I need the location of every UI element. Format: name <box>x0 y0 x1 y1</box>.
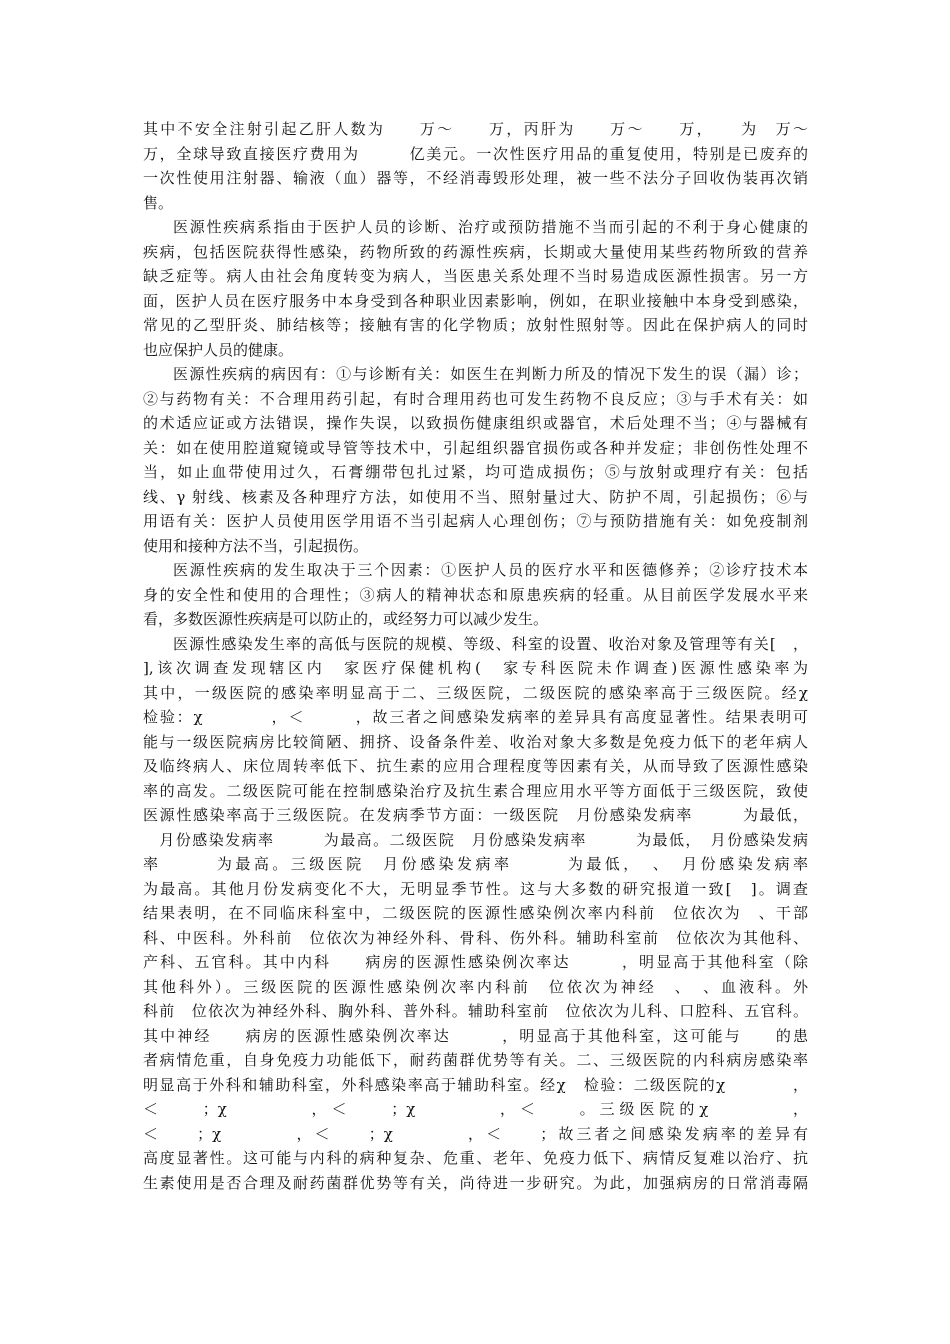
text-line: 其中神经 病房的医源性感染例次率达 ，明显高于其他科室，这可能与 的患 <box>143 1026 808 1045</box>
text-line: 线、γ 射线、核素及各种理疗方法，如使用不当、照射量过大、防护不周，引起损伤；⑥与 <box>143 487 808 506</box>
text-line: 也应保护人员的健康。 <box>143 340 294 359</box>
text-line: 月份感染发病率 为最高。二级医院 月份感染发病率 为最低， 月份感染发病 <box>143 830 808 849</box>
text-line: 其他科外）。三级医院的医源性感染例次率内科前 位依次为神经 、 、血液科。外 <box>143 977 808 996</box>
text-line: 产科、五官科。其中内科 病房的医源性感染例次率达 ，明显高于其他科室（除 <box>143 953 808 971</box>
paragraph <box>143 632 808 1196</box>
text-line: 科、中医科。外科前 位依次为神经外科、骨科、伤外科。辅助科室前 位依次为其他科、 <box>143 928 808 947</box>
paragraph <box>143 117 808 215</box>
text-line: 关：如在使用腔道窥镜或导管等技术中，引起组织器官损伤或各种并发症；非创伤性处理不 <box>143 438 808 457</box>
text-line: 率的高发。二级医院可能在控制感染治疗及抗生素合理应用水平等方面低于三级医院，致使 <box>143 781 808 800</box>
text-line: 者病情危重，自身免疫力功能低下，耐药菌群优势等有关。二、三级医院的内科病房感染率 <box>143 1051 808 1069</box>
paragraph <box>143 215 808 362</box>
document-body <box>143 117 808 1195</box>
paragraph <box>143 362 808 558</box>
text-line: 其中，一级医院的感染率明显高于二、三级医院，二级医院的感染率高于三级医院。经χ <box>143 683 808 702</box>
text-line: 面，医护人员在医疗服务中本身受到各种职业因素影响，例如，在职业接触中本身受到感染， <box>143 291 808 310</box>
text-line: 身的安全性和使用的合理性；③病人的精神状态和原患疾病的轻重。从目前医学发展水平来 <box>143 585 808 604</box>
text-line: ],该次调查发现辖区内 家医疗保健机构( 家专科医院未作调查)医源性感染率为 <box>143 659 808 677</box>
text-line: 疾病，包括医院获得性感染，药物所致的药源性疾病，长期或大量使用某些药物所致的营养 <box>143 242 808 261</box>
text-line: 及临终病人、床位周转率低下、抗生素的应用合理程度等因素有关，从而导致了医源性感染 <box>143 757 808 775</box>
text-line: 看，多数医源性疾病是可以防止的，或经努力可以减少发生。 <box>143 610 549 628</box>
text-line: 检验：χ ，＜ ，故三者之间感染发病率的差异具有高度显著性。结果表明可 <box>143 708 808 726</box>
text-line: 售。 <box>143 193 174 212</box>
text-line: 医源性疾病系指由于医护人员的诊断、治疗或预防措施不当而引起的不利于身心健康的 <box>173 218 808 236</box>
text-line: 缺乏症等。病人由社会角度转变为病人，当医患关系处理不当时易造成医源性损害。另一方 <box>143 267 808 285</box>
text-line: ②与药物有关：不合理用药引起，有时合理用药也可发生药物不良反应；③与手术有关：如 <box>143 389 808 408</box>
text-line: 生素使用是否合理及耐药菌群优势等有关，尚待进一步研究。为此，加强病房的日常消毒隔 <box>143 1173 808 1192</box>
text-line: 能与一级医院病房比较简陋、拥挤、设备条件差、收治对象大多数是免疫力低下的老年病人 <box>143 732 808 751</box>
text-line: 医源性疾病的发生取决于三个因素：①医护人员的医疗水平和医德修养；②诊疗技术本 <box>173 561 808 579</box>
text-line: 万，全球导致直接医疗费用为 亿美元。一次性医疗用品的重复使用，特别是已废弃的 <box>143 144 808 163</box>
text-line: 科前 位依次为神经外科、胸外科、普外科。辅助科室前 位依次为儿科、口腔科、五官科。 <box>143 1002 808 1020</box>
text-line: 其中不安全注射引起乙肝人数为 万～ 万，丙肝为 万～ 万， 为 万～ <box>143 120 808 138</box>
text-line: 医源性感染发生率的高低与医院的规模、等级、科室的设置、收治对象及管理等有关[ ， <box>173 634 808 653</box>
text-line: 医源性感染率高于三级医院。在发病季节方面：一级医院 月份感染发病率 为最低， <box>143 806 808 824</box>
text-line: 高度显著性。这可能与内科的病种复杂、危重、老年、免疫力低下、病情反复难以治疗、抗 <box>143 1149 808 1167</box>
text-line: 率 为最高。三级医院 月份感染发病率 为最低， 、 月份感染发病率 <box>143 855 808 873</box>
text-line: 的术适应证或方法错误，操作失误，以致损伤健康组织或器官，术后处理不当；④与器械有 <box>143 414 808 432</box>
text-line: 常见的乙型肝炎、肺结核等；接触有害的化学物质；放射性照射等。因此在保护病人的同时 <box>143 316 808 334</box>
text-line: 明显高于外科和辅助科室，外科感染率高于辅助科室。经χ 检验：二级医院的χ ， <box>143 1075 808 1094</box>
text-line: 当，如止血带使用过久，石膏绷带包扎过紧，均可造成损伤；⑤与放射或理疗有关：包括 <box>143 463 808 481</box>
paragraph <box>143 558 808 632</box>
text-line: 结果表明，在不同临床科室中，二级医院的医源性感染例次率内科前 位依次为 、干部 <box>143 904 808 922</box>
text-line: 使用和接种方法不当，引起损伤。 <box>143 536 369 555</box>
text-line: 为最高。其他月份发病变化不大，无明显季节性。这与大多数的研究报道一致[ ]。调查 <box>143 879 808 898</box>
text-line: ＜ ；χ ，＜ ；χ ，＜ 。三级医院的χ ， <box>143 1100 808 1118</box>
text-line: 用语有关：医护人员使用医学用语不当引起病人心理创伤；⑦与预防措施有关：如免疫制剂 <box>143 512 808 530</box>
text-line: 医源性疾病的病因有：①与诊断有关：如医生在判断力所及的情况下发生的误（漏）诊； <box>173 365 808 383</box>
text-line: 一次性使用注射器、输液（血）器等，不经消毒毁形处理，被一些不法分子回收伪装再次销 <box>143 169 808 187</box>
text-line: ＜ ；χ ，＜ ；χ ，＜ ；故三者之间感染发病率的差异有 <box>143 1124 808 1143</box>
